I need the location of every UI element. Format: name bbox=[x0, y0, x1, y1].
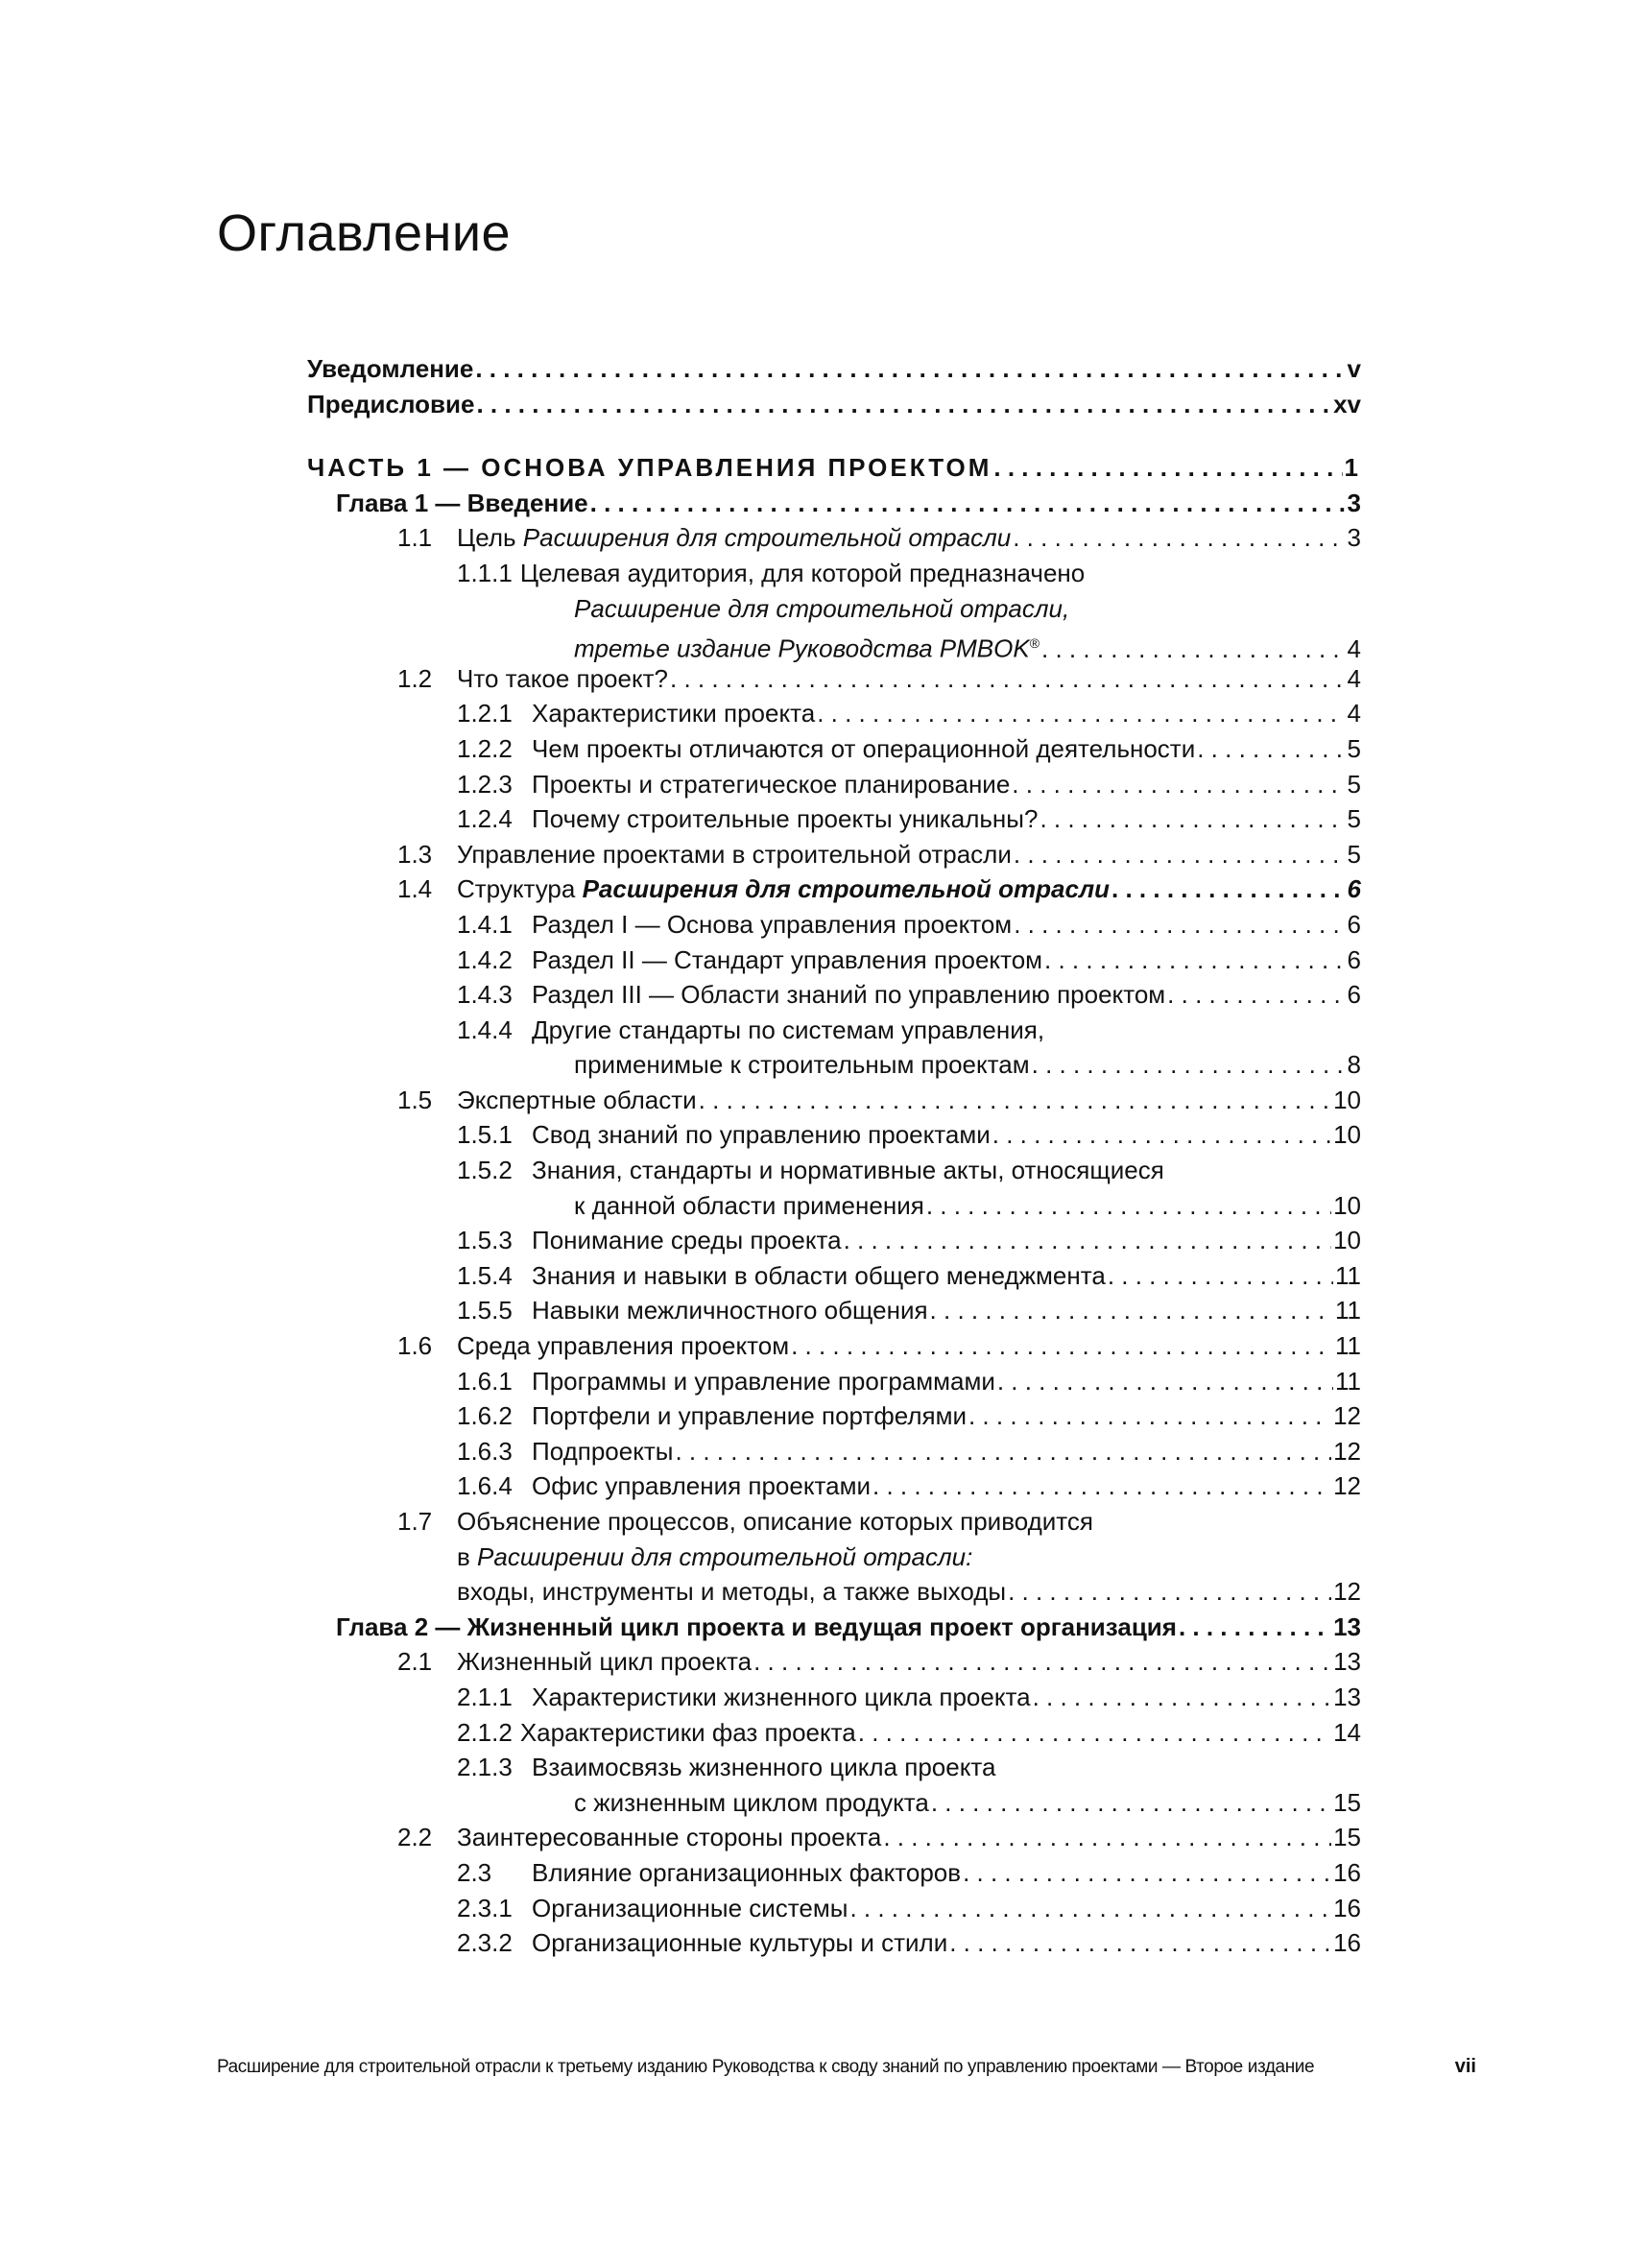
section-number: 2.1.2 bbox=[457, 1717, 513, 1747]
toc-entry-label: Почему строительные проекты уникальны? bbox=[532, 804, 1039, 834]
toc-entry-2-1-2[interactable] bbox=[307, 1715, 1361, 1751]
section-number: 1.4.1 bbox=[457, 909, 513, 939]
toc-entry-chapter-2[interactable] bbox=[307, 1610, 1361, 1645]
toc-entry-label: Заинтересованные стороны проекта bbox=[457, 1823, 882, 1852]
toc-entry-1-7[interactable] bbox=[307, 1504, 1361, 1540]
section-number: 1.2 bbox=[397, 663, 433, 693]
toc-entry-2-3-1[interactable] bbox=[307, 1891, 1361, 1926]
section-number: 2.3.2 bbox=[457, 1928, 513, 1958]
toc-entry-label: Раздел III — Области знаний по управлению проектом bbox=[532, 980, 1166, 1010]
toc-entry-1-7-cont2[interactable] bbox=[307, 1574, 1361, 1610]
toc-entry-label: применимые к строительным проектам bbox=[574, 1050, 1030, 1080]
section-number: 2.2 bbox=[397, 1823, 433, 1852]
section-number: 2.1.1 bbox=[457, 1682, 513, 1711]
toc-entry-1-6-2[interactable] bbox=[307, 1398, 1361, 1434]
toc-page-number: v bbox=[1347, 354, 1361, 383]
toc-entry-label: Что такое проект? bbox=[457, 663, 669, 693]
page-footer bbox=[217, 2056, 1476, 2078]
toc-entry-1-1-1-cont2[interactable] bbox=[307, 626, 1361, 661]
page-title: Оглавление bbox=[217, 204, 512, 262]
toc-page-number: 12 bbox=[1333, 1577, 1361, 1607]
toc-entry-1-6-4[interactable] bbox=[307, 1468, 1361, 1504]
section-number: 2.1.3 bbox=[457, 1753, 513, 1782]
toc-entry-1-4-1[interactable] bbox=[307, 907, 1361, 943]
section-number: 1.4 bbox=[397, 874, 433, 904]
section-number: 1.2.1 bbox=[457, 699, 513, 728]
toc-entry-1-3[interactable] bbox=[307, 837, 1361, 872]
toc-entry-1-5-5[interactable] bbox=[307, 1293, 1361, 1328]
toc-entry-notice[interactable] bbox=[307, 351, 1361, 387]
toc-entry-1-4-4[interactable] bbox=[307, 1013, 1361, 1048]
toc-entry-label: Объяснение процессов, описание которых приводится bbox=[457, 1507, 1093, 1536]
toc-entry-1-2-4[interactable] bbox=[307, 801, 1361, 837]
toc-page-number: 10 bbox=[1333, 1120, 1361, 1150]
toc-entry-label: Управление проектами в строительной отрасли bbox=[457, 839, 1012, 869]
section-number: 1.4.4 bbox=[457, 1015, 513, 1044]
toc-page-number: 6 bbox=[1347, 874, 1361, 904]
section-number: 1.5.2 bbox=[457, 1156, 513, 1185]
toc-entry-label: третье издание Руководства PMBOK® bbox=[574, 633, 1040, 663]
toc-page-number: 10 bbox=[1333, 1226, 1361, 1255]
section-number: 2.3 bbox=[457, 1857, 492, 1887]
toc-entry-1-7-cont bbox=[307, 1540, 1361, 1575]
toc-entry-1-2-1[interactable] bbox=[307, 696, 1361, 731]
toc-entry-label: Раздел II — Стандарт управления проектом bbox=[532, 944, 1043, 974]
section-number: 1.5.4 bbox=[457, 1260, 513, 1290]
toc-entry-label: к данной области применения bbox=[574, 1190, 924, 1220]
toc-page-number: 12 bbox=[1333, 1401, 1361, 1431]
toc-entry-1-5-2-cont[interactable] bbox=[307, 1188, 1361, 1224]
toc-entry-label: Расширение для строительной отрасли, bbox=[574, 593, 1070, 623]
toc-entry-label: Экспертные области bbox=[457, 1085, 697, 1114]
toc-page-number: 3 bbox=[1347, 488, 1361, 517]
toc-entry-label: Другие стандарты по системам управления, bbox=[532, 1015, 1045, 1044]
toc-entry-1-5-3[interactable] bbox=[307, 1223, 1361, 1258]
toc-entry-2-1[interactable] bbox=[307, 1644, 1361, 1680]
toc-entry-2-3[interactable] bbox=[307, 1855, 1361, 1891]
toc-entry-label: ЧАСТЬ 1 — ОСНОВА УПРАВЛЕНИЯ ПРОЕКТОМ bbox=[307, 453, 992, 483]
section-number: 1.7 bbox=[397, 1507, 433, 1536]
toc-entry-1-6[interactable] bbox=[307, 1328, 1361, 1364]
toc-entry-label: Глава 2 — Жизненный цикл проекта и ведущая проект организация bbox=[336, 1611, 1177, 1641]
section-number: 1.6 bbox=[397, 1331, 433, 1361]
section-number: 1.6.1 bbox=[457, 1366, 513, 1396]
toc-entry-1-5[interactable] bbox=[307, 1083, 1361, 1118]
toc-entry-label: Целевая аудитория, для которой предназначено bbox=[519, 558, 1086, 587]
toc-entry-2-3-2[interactable] bbox=[307, 1925, 1361, 1961]
toc-page-number: 5 bbox=[1347, 804, 1361, 834]
toc-entry-label: Характеристики проекта bbox=[532, 699, 816, 728]
section-number: 1.4.3 bbox=[457, 980, 513, 1010]
toc-entry-1-4[interactable] bbox=[307, 871, 1361, 907]
toc-page-number: 16 bbox=[1333, 1857, 1361, 1887]
toc-entry-label: с жизненным циклом продукта bbox=[574, 1787, 929, 1817]
toc-entry-label: Жизненный цикл проекта bbox=[457, 1647, 753, 1677]
section-number: 1.6.4 bbox=[457, 1471, 513, 1501]
section-number: 1.6.2 bbox=[457, 1401, 513, 1431]
toc-entry-1-1-1-cont bbox=[307, 591, 1361, 627]
toc-page-number: 3 bbox=[1347, 523, 1361, 553]
toc-page-number: 16 bbox=[1333, 1928, 1361, 1958]
section-number: 1.1 bbox=[397, 523, 433, 553]
toc-entry-chapter-1[interactable] bbox=[307, 486, 1361, 521]
toc-page-number: 5 bbox=[1347, 839, 1361, 869]
toc-entry-label: Знания и навыки в области общего менеджмента bbox=[532, 1260, 1106, 1290]
toc-page-number: 12 bbox=[1333, 1436, 1361, 1466]
toc-page-number: 15 bbox=[1333, 1787, 1361, 1817]
section-number: 1.5.3 bbox=[457, 1226, 513, 1255]
section-number: 1.2.3 bbox=[457, 769, 513, 799]
toc-entry-label: Офис управления проектами bbox=[532, 1471, 871, 1501]
toc-entry-1-6-1[interactable] bbox=[307, 1364, 1361, 1399]
toc-page-number: 8 bbox=[1347, 1050, 1361, 1080]
toc-entry-label: Характеристики жизненного цикла проекта bbox=[532, 1682, 1031, 1711]
toc-page-number: 6 bbox=[1347, 909, 1361, 939]
toc-page-number: 13 bbox=[1333, 1611, 1361, 1641]
toc-entry-1-4-4-cont[interactable] bbox=[307, 1047, 1361, 1083]
section-number: 2.3.1 bbox=[457, 1893, 513, 1922]
toc-entry-label: Цель Расширения для строительной отрасли bbox=[457, 523, 1012, 553]
toc-entry-label: Организационные культуры и стили bbox=[532, 1928, 948, 1958]
toc-entry-label: Программы и управление программами bbox=[532, 1366, 995, 1396]
section-number: 1.2.4 bbox=[457, 804, 513, 834]
toc-entry-label: Раздел I — Основа управления проектом bbox=[532, 909, 1013, 939]
toc-page-number: 4 bbox=[1347, 663, 1361, 693]
toc-entry-1-4-3[interactable] bbox=[307, 977, 1361, 1013]
section-number: 1.5 bbox=[397, 1085, 433, 1114]
toc-entry-2-1-1[interactable] bbox=[307, 1680, 1361, 1715]
toc-entry-1-4-2[interactable] bbox=[307, 943, 1361, 978]
toc-entry-label: Проекты и стратегическое планирование bbox=[532, 769, 1011, 799]
toc-page-number: 16 bbox=[1333, 1893, 1361, 1922]
toc-page-number: 13 bbox=[1333, 1647, 1361, 1677]
toc-page-number: 6 bbox=[1347, 944, 1361, 974]
toc-entry-label: Свод знаний по управлению проектами bbox=[532, 1120, 991, 1150]
toc-page-number: 5 bbox=[1347, 733, 1361, 763]
toc-entry-label: Подпроекты bbox=[532, 1436, 674, 1466]
toc-page-number: 10 bbox=[1333, 1085, 1361, 1114]
section-number: 2.1 bbox=[397, 1647, 433, 1677]
section-number: 1.3 bbox=[397, 839, 433, 869]
toc-entry-1-5-1[interactable] bbox=[307, 1117, 1361, 1153]
section-number: 1.1.1 bbox=[457, 558, 513, 587]
toc-page-number: 14 bbox=[1333, 1717, 1361, 1747]
toc-page-number: 11 bbox=[1335, 1331, 1361, 1361]
toc-entry-part-1[interactable] bbox=[307, 450, 1361, 486]
toc-page-number: 12 bbox=[1333, 1471, 1361, 1501]
toc-page-number: 6 bbox=[1347, 980, 1361, 1010]
toc-entry-1-2[interactable] bbox=[307, 661, 1361, 697]
section-number: 1.2.2 bbox=[457, 733, 513, 763]
toc-entry-label: Структура Расширения для строительной отрасли bbox=[457, 874, 1111, 904]
toc-entry-2-2[interactable] bbox=[307, 1820, 1361, 1855]
section-number: 1.4.2 bbox=[457, 944, 513, 974]
toc-entry-1-1[interactable] bbox=[307, 520, 1361, 556]
toc-page-number: 15 bbox=[1333, 1823, 1361, 1852]
toc-entry-2-1-3[interactable] bbox=[307, 1750, 1361, 1785]
table-of-contents bbox=[307, 351, 1361, 1961]
toc-page-number: 10 bbox=[1333, 1190, 1361, 1220]
toc-entry-label: Глава 1 — Введение bbox=[336, 488, 588, 517]
toc-entry-1-5-4[interactable] bbox=[307, 1258, 1361, 1294]
toc-page-number: 11 bbox=[1335, 1366, 1361, 1396]
section-number: 1.5.5 bbox=[457, 1296, 513, 1325]
toc-entry-label: Понимание среды проекта bbox=[532, 1226, 842, 1255]
toc-entry-label: Навыки межличностного общения bbox=[532, 1296, 928, 1325]
toc-page-number: 4 bbox=[1347, 699, 1361, 728]
footer-page-number: vii bbox=[1454, 2056, 1476, 2077]
toc-entry-label: Среда управления проектом bbox=[457, 1331, 790, 1361]
toc-page-number: 13 bbox=[1333, 1682, 1361, 1711]
toc-entry-label: Характеристики фаз проекта bbox=[519, 1717, 856, 1747]
toc-page-number: 11 bbox=[1335, 1260, 1361, 1290]
toc-entry-1-2-3[interactable] bbox=[307, 767, 1361, 802]
toc-entry-1-2-2[interactable] bbox=[307, 731, 1361, 767]
section-number: 1.6.3 bbox=[457, 1436, 513, 1466]
toc-entry-1-5-2[interactable] bbox=[307, 1153, 1361, 1188]
toc-entry-1-6-3[interactable] bbox=[307, 1434, 1361, 1469]
toc-entry-preface[interactable] bbox=[307, 387, 1361, 422]
toc-entry-label: Влияние организационных факторов bbox=[532, 1857, 962, 1887]
toc-entry-label: входы, инструменты и методы, а также выходы bbox=[457, 1577, 1007, 1607]
toc-entry-label: Портфели и управление портфелями bbox=[532, 1401, 967, 1431]
toc-entry-2-1-3-cont[interactable] bbox=[307, 1785, 1361, 1821]
toc-entry-label: в Расширении для строительной отрасли: bbox=[457, 1541, 973, 1571]
toc-entry-label: Взаимосвязь жизненного цикла проекта bbox=[532, 1753, 996, 1782]
toc-page-number: 11 bbox=[1335, 1296, 1361, 1325]
toc-page-number: xv bbox=[1333, 389, 1361, 418]
toc-entry-label: Знания, стандарты и нормативные акты, относящиеся bbox=[532, 1156, 1164, 1185]
toc-page-number: 5 bbox=[1347, 769, 1361, 799]
toc-entry-label: Организационные системы bbox=[532, 1893, 848, 1922]
toc-entry-label: Чем проекты отличаются от операционной деятельности bbox=[532, 733, 1196, 763]
toc-page-number: 4 bbox=[1347, 633, 1361, 663]
section-number: 1.5.1 bbox=[457, 1120, 513, 1150]
toc-page-number: 1 bbox=[1344, 453, 1361, 483]
toc-entry-label: Предисловие bbox=[307, 389, 475, 418]
toc-entry-1-1-1[interactable] bbox=[307, 556, 1361, 591]
footer-title: Расширение для строительной отрасли к третьему изданию Руководства к своду знаний по управлению проектами — Второе издание bbox=[217, 2057, 1315, 2077]
toc-entry-label: Уведомление bbox=[307, 354, 474, 383]
